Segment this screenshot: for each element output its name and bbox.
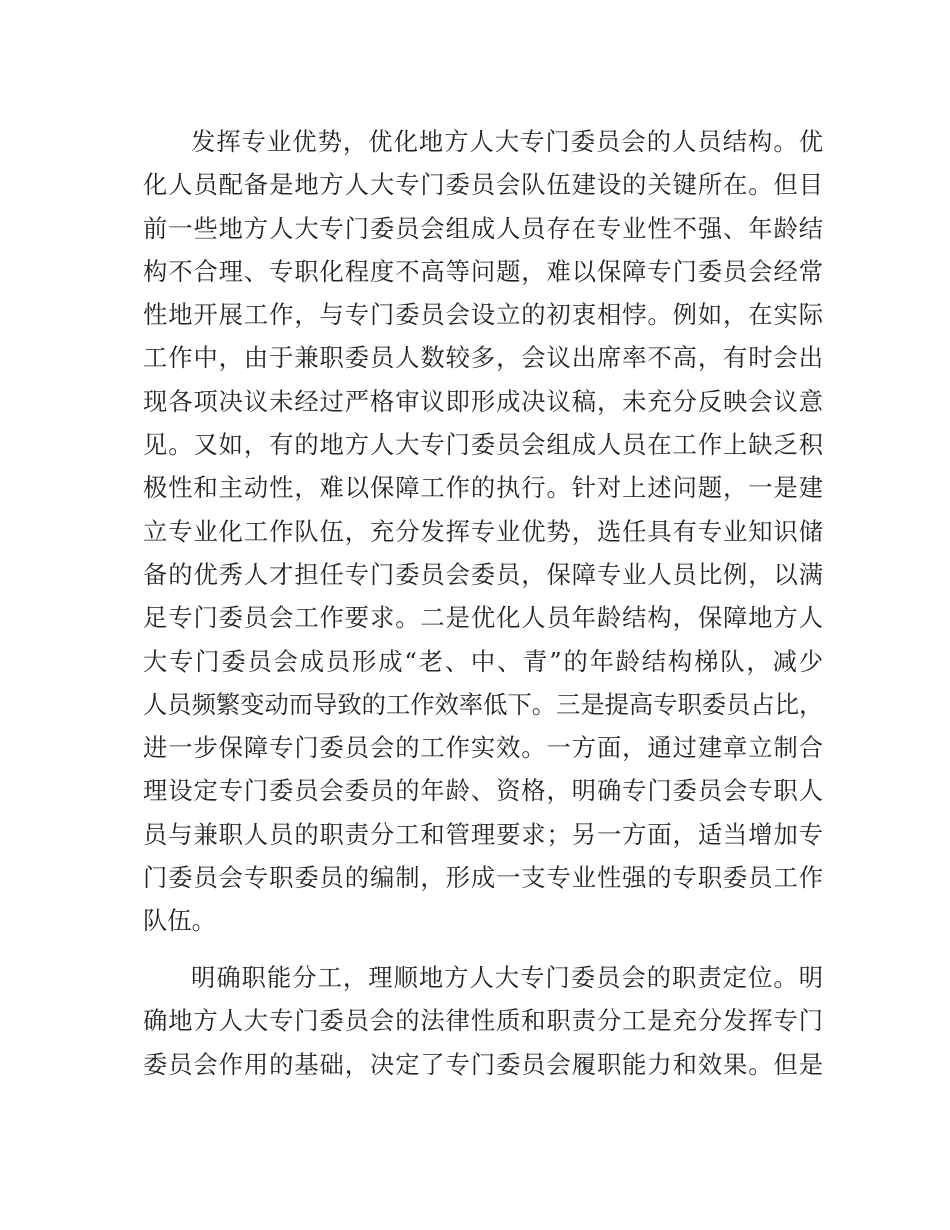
paragraph-line: 构不合理、专职化程度不高等问题，难以保障专门委员会经常 [143,256,823,286]
paragraph-line: 大专门委员会成员形成“老、中、青”的年龄结构梯队，减少 [143,646,823,676]
paragraph-staff-structure [143,120,823,943]
paragraph-line: 极性和主动性，难以保障工作的执行。针对上述问题，一是建 [143,473,823,503]
paragraph-line: 委员会作用的基础，决定了专门委员会履职能力和效果。但是 [143,1049,823,1079]
paragraph-line: 足专门委员会工作要求。二是优化人员年龄结构，保障地方人 [143,603,823,633]
paragraph-line: 工作中，由于兼职委员人数较多，会议出席率不高，有时会出 [143,343,823,373]
paragraph-line: 前一些地方人大专门委员会组成人员存在专业性不强、年龄结 [143,213,823,243]
paragraph-duty-positioning [143,956,823,1086]
paragraph-line: 立专业化工作队伍，充分发挥专业优势，选任具有专业知识储 [143,516,823,546]
paragraph-line: 见。又如，有的地方人大专门委员会组成人员在工作上缺乏积 [143,430,823,460]
paragraph-line: 进一步保障专门委员会的工作实效。一方面，通过建章立制合 [143,733,823,763]
paragraph-line: 人员频繁变动而导致的工作效率低下。三是提高专职委员占比， [143,689,824,719]
paragraph-line: 员与兼职人员的职责分工和管理要求；另一方面，适当增加专 [143,819,823,849]
paragraph-line: 现各项决议未经过严格审议即形成决议稿，未充分反映会议意 [143,386,823,416]
paragraph-line: 门委员会专职委员的编制，形成一支专业性强的专职委员工作 [143,863,823,893]
paragraph-line: 明确职能分工，理顺地方人大专门委员会的职责定位。明 [191,963,823,992]
paragraph-line: 确地方人大专门委员会的法律性质和职责分工是充分发挥专门 [143,1006,823,1036]
paragraph-line: 队伍。 [143,906,216,936]
paragraph-line: 备的优秀人才担任专门委员会委员，保障专业人员比例，以满 [143,559,823,589]
paragraph-line: 性地开展工作，与专门委员会设立的初衷相悖。例如，在实际 [143,300,823,330]
paragraph-line: 理设定专门委员会委员的年龄、资格，明确专门委员会专职人 [143,776,823,806]
paragraph-line: 化人员配备是地方人大专门委员会队伍建设的关键所在。但目 [143,170,823,200]
paragraph-line: 发挥专业优势，优化地方人大专门委员会的人员结构。优 [191,127,823,156]
